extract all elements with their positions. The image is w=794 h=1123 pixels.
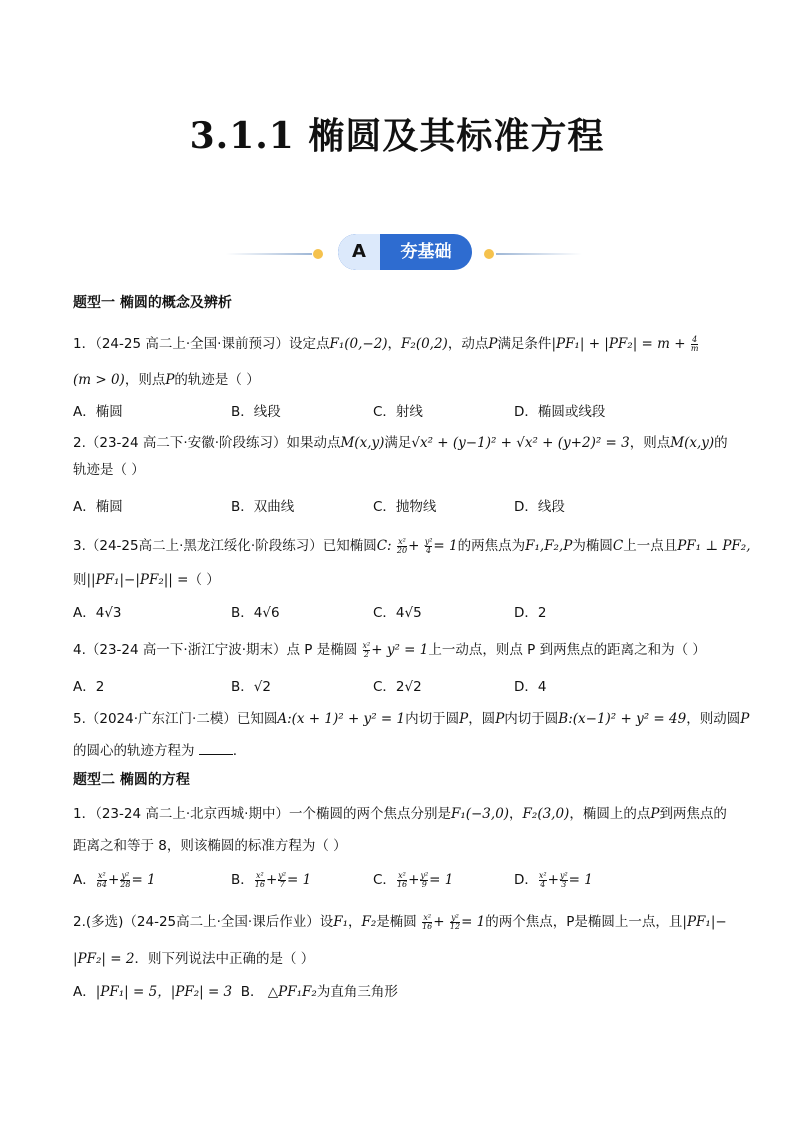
t1-q4-opt-a: A．2 — [73, 679, 105, 695]
t1-q4-line1: 4.（23-24 高一下·浙江宁波·期末）点 P 是椭圆 $\frac{\text{x²}}{2}$ + y² = 1上一动点，则点 P 到两焦点的距离之和为（ ） — [73, 640, 706, 659]
section-label: 夯基础 — [400, 242, 452, 262]
t1-q4-opt-b: B．√2 — [231, 679, 271, 695]
fraction: $\frac{\text{x²}}{20}$ — [396, 536, 408, 555]
t1-q5-line1: 5.（2024·广东江门·二模）已知圆A:(x + 1)² + y² = 1内切于圆P，圆P内切于圆B:(x−1)² + y² = 49，则动圆P — [73, 711, 750, 727]
answer-blank — [199, 754, 233, 755]
type2-heading: 题型二 椭圆的方程 — [73, 772, 190, 788]
t1-q3-opt-b: B．4√6 — [231, 605, 280, 621]
t1-q2-opt-a: A．椭圆 — [73, 499, 123, 515]
t2-q1-line1: 1．（23-24 高二上·北京西城·期中）一个椭圆的两个焦点分别是F₁(−3,0)，F₂(3,0)，椭圆上的点P到两焦点的 — [73, 806, 727, 822]
t1-q1-opt-a: A．椭圆 — [73, 404, 123, 420]
title-text: 椭圆及其标准方程 — [308, 116, 605, 157]
t2-q2-line2: |PF₂| = 2．则下列说法中正确的是（ ） — [73, 951, 315, 967]
t1-q3-opt-a: A．4√3 — [73, 605, 122, 621]
banner-dot-right — [484, 249, 494, 259]
t2-q1-opt-c: C． $\frac{\text{x²}}{16}$ + $\frac{\text{y²}}{9}$ = 1 — [373, 870, 454, 889]
t1-q2-line1: 2.（23-24 高二下·安徽·阶段练习）如果动点M(x,y)满足√x² + (y−1)² + √x² + (y+2)² = 3，则点M(x,y)的 — [73, 435, 728, 451]
fraction: $\frac{\text{y²}}{4}$ — [424, 536, 433, 555]
t1-q1-line1: 1．（24-25 高二上·全国·课前预习）设定点F₁(0,−2)，F₂(0,2)，动点P满足条件|PF₁| + |PF₂| = m + $\frac{4}{m}$ — [73, 334, 699, 353]
t1-q2-opt-d: D．线段 — [514, 499, 565, 515]
t1-q1-opt-b: B．线段 — [231, 404, 281, 420]
t1-q3-opt-c: C．4√5 — [373, 605, 422, 621]
fraction: $\frac{\text{x²}}{16}$ — [422, 912, 433, 931]
type1-heading: 题型一 椭圆的概念及辨析 — [73, 295, 232, 311]
t2-q2-line3: A．|PF₁| = 5，|PF₂| = 3 B． △PF₁F₂为直角三角形 — [73, 984, 398, 1000]
t1-q5-line2: 的圆心的轨迹方程为 . — [73, 743, 238, 759]
t1-q4-opt-d: D．4 — [514, 679, 547, 695]
banner-line-left — [226, 253, 312, 255]
banner-dot-left — [313, 249, 323, 259]
section-banner — [0, 234, 794, 272]
t2-q1-opt-d: D． $\frac{\text{x²}}{4}$ + $\frac{\text{y²}}{3}$ = 1 — [514, 870, 593, 889]
fraction: $\frac{\text{x²}}{2}$ — [362, 640, 371, 659]
t1-q2-opt-b: B．双曲线 — [231, 499, 295, 515]
page-title — [0, 108, 794, 159]
fraction: $\frac{\text{y²}}{12}$ — [449, 912, 461, 931]
t1-q1-opt-d: D．椭圆或线段 — [514, 404, 606, 420]
t2-q1-line2: 距离之和等于 8，则该椭圆的标准方程为（ ） — [73, 838, 347, 854]
t1-q2-opt-c: C．抛物线 — [373, 499, 437, 515]
t1-q3-opt-d: D．2 — [514, 605, 547, 621]
t2-q1-opt-b: B． $\frac{\text{x²}}{16}$ + $\frac{\text{y²}}{7}$ = 1 — [231, 870, 312, 889]
t1-q1-line2: (m > 0)，则点P的轨迹是（ ） — [73, 372, 260, 388]
t1-q1-opt-c: C．射线 — [373, 404, 423, 420]
t1-q4-opt-c: C．2√2 — [373, 679, 422, 695]
fraction: $\frac{4}{m}$ — [690, 334, 699, 353]
t2-q1-opt-a: A． $\frac{\text{x²}}{64}$ + $\frac{\text{y²}}{28}$ = 1 — [73, 870, 156, 889]
t2-q2-line1: 2.(多选)（24-25高二上·全国·课后作业）设F₁，F₂是椭圆 $\frac{\text{x²}}{16}$ + $\frac{\text{y²}}{12}$ = 1的两个焦点，P是椭圆上一点，且|PF₁|− — [73, 912, 727, 931]
banner-line-right — [496, 253, 582, 255]
t1-q3-line1: 3.（24-25高二上·黑龙江绥化·阶段练习）已知椭圆C: $\frac{\text{x²}}{20}$ + $\frac{\text{y²}}{4}$ = 1的两焦点为F₁,F₂,P为椭圆C上一点且PF₁ ⊥ PF₂, — [73, 536, 751, 555]
section-letter: A — [338, 234, 380, 270]
t1-q2-line2: 轨迹是（ ） — [73, 462, 145, 478]
section-pill — [338, 234, 472, 270]
title-number: 3.1.1 — [189, 115, 295, 157]
t1-q3-line2: 则||PF₁|−|PF₂|| =（ ） — [73, 572, 220, 588]
